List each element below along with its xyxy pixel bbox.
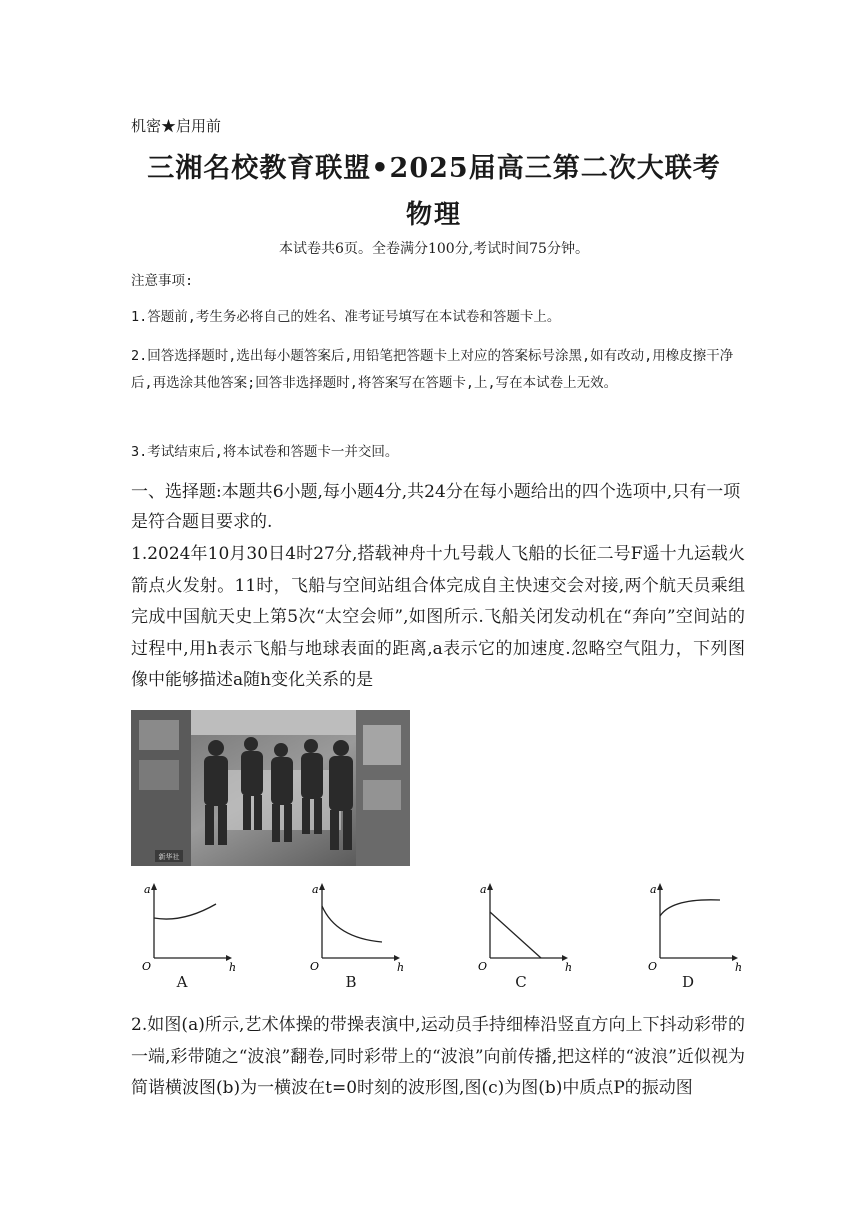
graph-a-xaxis-label: h [229,961,237,974]
graph-a-origin-label: O [142,960,152,973]
exam-info: 本试卷共6页。全卷满分100分,考试时间75分钟。 [279,241,589,257]
option-a-label: A [176,973,188,991]
section-heading: 一、选择题:本题共6小题,每小题4分,共24分在每小题给出的四个选项中,只有一项是符合题目要求的. [131,482,741,532]
option-c-graph [474,878,594,988]
graph-d-origin-label: O [648,960,658,973]
graph-b-yaxis-label: a [312,883,319,896]
space-station-photo [131,710,410,866]
option-b-label: B [345,973,357,991]
option-c-label: C [515,973,527,991]
graph-c-origin-label: O [478,960,488,973]
notes-heading: 注意事项: [131,273,194,289]
option-a-graph [138,878,258,988]
photo-watermark: 新华社 [158,853,180,861]
subject-title: 物理 [405,200,462,230]
note-item-3: 3.考试结束后,将本试卷和答题卡一并交回。 [131,444,399,460]
note-item-1: 1.答题前,考生务必将自己的姓名、准考证号填写在本试卷和答题卡上。 [131,309,561,325]
exam-title: 三湘名校教育联盟•2025届高三第二次大联考 [147,153,721,184]
graph-d-xaxis-label: h [735,961,743,974]
graph-b-origin-label: O [310,960,320,973]
note-item-2: 2.回答选择题时,选出每小题答案后,用铅笔把答题卡上对应的答案标号涂黑,如有改动,用橡皮擦干净后,再选涂其他答案;回答非选择题时,将答案写在答题卡,上,写在本试卷上无效。 [131,348,734,391]
confidential-label: 机密★启用前 [131,117,222,135]
option-b-graph [306,878,426,988]
option-d-graph [644,878,764,988]
graph-b-xaxis-label: h [397,961,405,974]
graph-d-yaxis-label: a [650,883,657,896]
option-d-label: D [681,973,695,991]
graph-c-yaxis-label: a [480,883,487,896]
question-2-text: 2.如图(a)所示,艺术体操的带操表演中,运动员手持细棒沿竖直方向上下抖动彩带的一端,彩带随之“波浪”翻卷,同时彩带上的“波浪”向前传播,把这样的“波浪”近似视为简谐横波图(b)为一横波在t=0时刻的波形图,图(c)为图(b)中质点P的振动图 [131,1015,745,1098]
question-1-text: 1.2024年10月30日4时27分,搭载神舟十九号载人飞船的长征二号F遥十九运载火箭点火发射。11时，飞船与空间站组合体完成自主快速交会对接,两个航天员乘组完成中国航天史上第5次“太空会师”,如图所示.飞船关闭发动机在“奔向”空间站的过程中,用h表示飞船与地球表面的距离,a表示它的加速度.忽略空气阻力，下列图像中能够描述a随h变化关系的是 [131,544,745,690]
graph-a-yaxis-label: a [144,883,151,896]
graph-c-xaxis-label: h [565,961,573,974]
